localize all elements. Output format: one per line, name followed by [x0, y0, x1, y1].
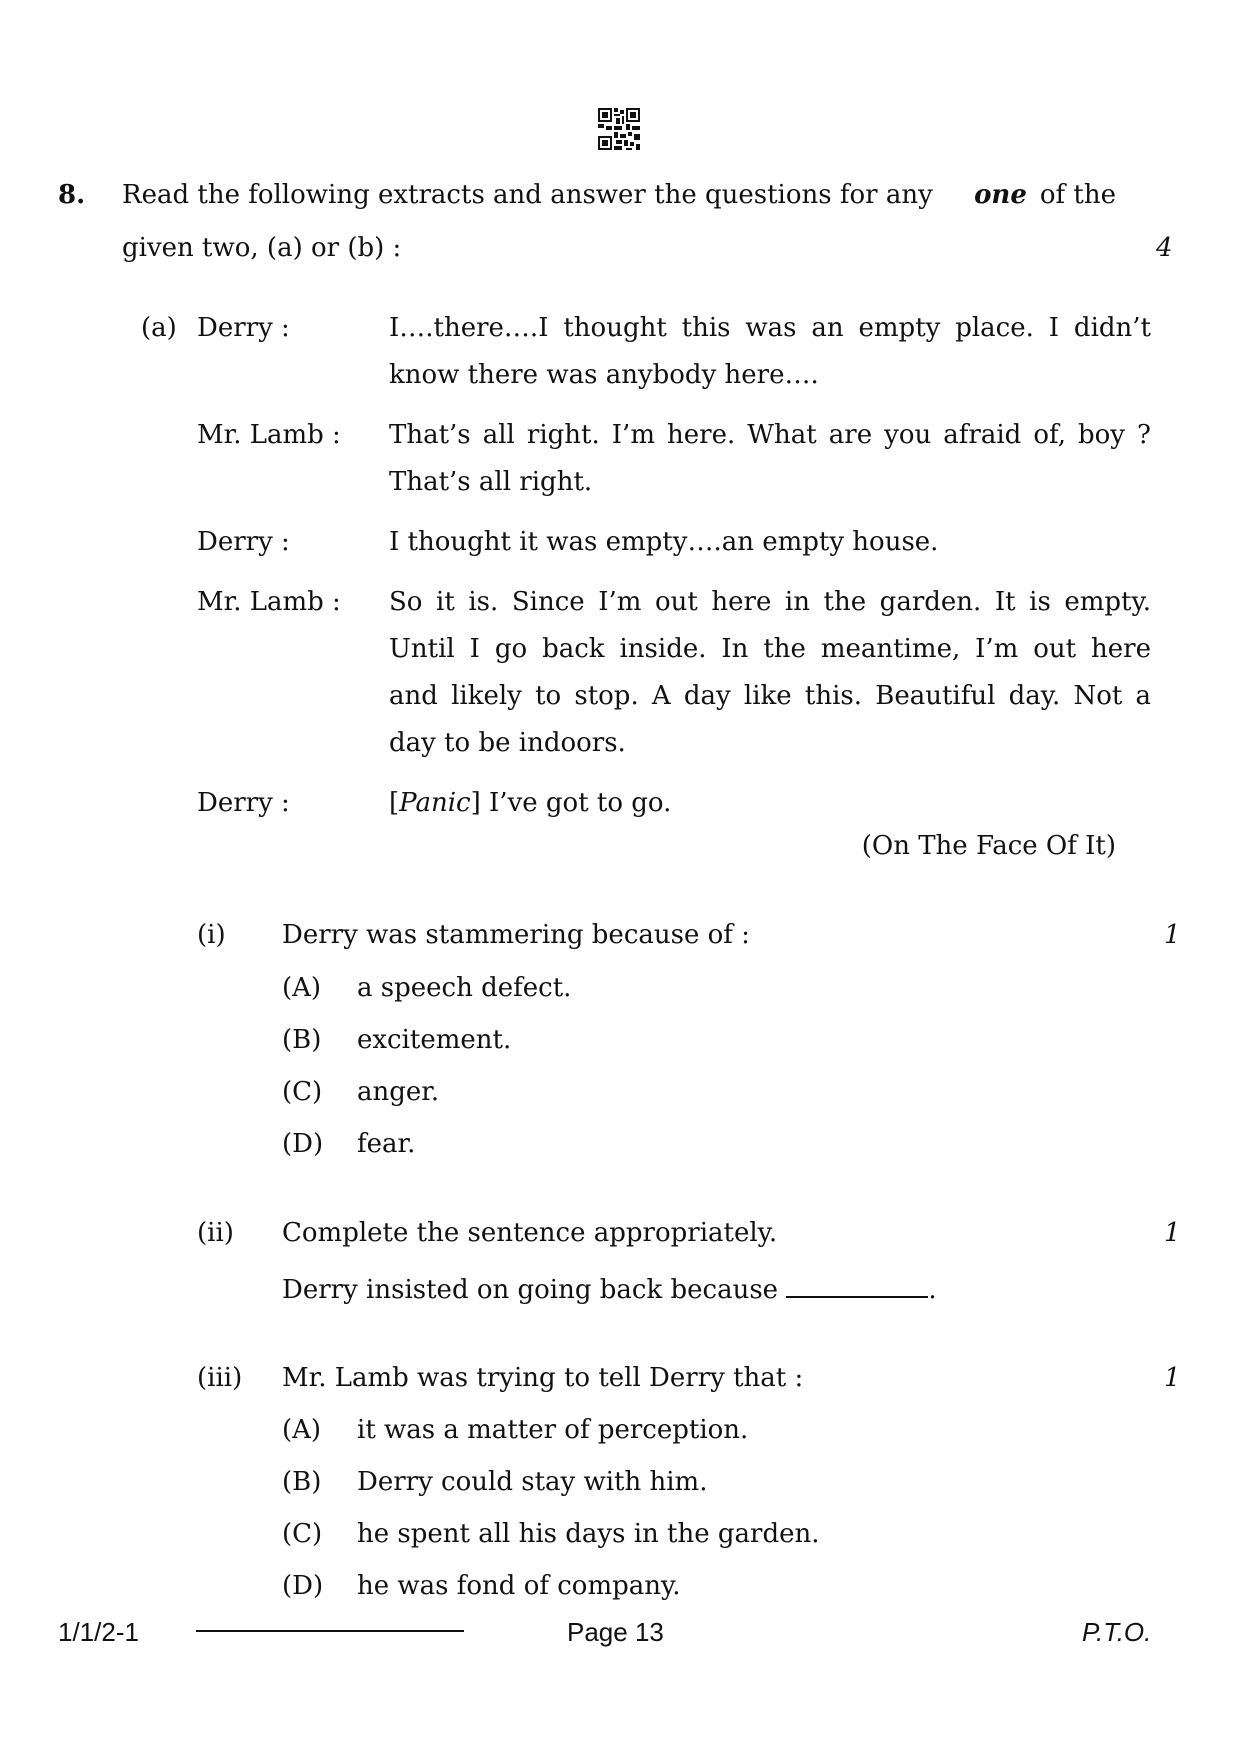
extract-source: (On The Face Of It) [861, 831, 1116, 861]
subq-2-prompt [282, 1274, 937, 1305]
dialogue-3-line-1: I thought it was empty….an empty house. [389, 527, 939, 557]
paper-code: 1/1/2-1 [58, 1617, 139, 1647]
stage-direction: Panic [399, 788, 471, 818]
qr-code-icon [598, 108, 640, 150]
subq-1-option-a-text: a speech defect. [357, 973, 572, 1003]
dialogue-4-line-2: Until I go back inside. In the meantime, I’m out here [389, 634, 1151, 664]
subq-3-option-c-letter: (C) [282, 1519, 323, 1549]
subq-3-option-d-letter: (D) [282, 1571, 324, 1601]
speaker-4: Mr. Lamb : [197, 587, 341, 617]
question-number: 8. [58, 180, 86, 210]
subq-3-number: (iii) [197, 1363, 243, 1393]
question-intro-line1 [122, 180, 1116, 210]
subq-3-option-b-letter: (B) [282, 1467, 322, 1497]
subq-1-option-b-letter: (B) [282, 1025, 322, 1055]
answer-blank [786, 1274, 928, 1298]
dialogue-1-line-2: know there was anybody here…. [389, 360, 819, 390]
subq-3-option-a-text: it was a matter of perception. [357, 1415, 749, 1445]
page-number: Page 13 [567, 1617, 664, 1647]
subq-1-option-c-text: anger. [357, 1077, 440, 1107]
subq-3-option-c-text: he spent all his days in the garden. [357, 1519, 820, 1549]
speaker-1: Derry : [197, 313, 290, 343]
question-marks: 4 [1156, 233, 1173, 263]
speaker-3: Derry : [197, 527, 290, 557]
intro-emphasis: one [974, 180, 1027, 210]
subq-2-prompt-end: . [928, 1275, 937, 1305]
speaker-2: Mr. Lamb : [197, 420, 341, 450]
subq-3-option-d-text: he was fond of company. [357, 1571, 681, 1601]
dialogue-5-line-1: [Panic] I’ve got to go. [389, 788, 672, 818]
intro-end: of the [1039, 180, 1116, 210]
dialogue-4-line-4: day to be indoors. [389, 728, 626, 758]
subq-1-text: Derry was stammering because of : [282, 920, 750, 950]
subq-3-text: Mr. Lamb was trying to tell Derry that : [282, 1363, 804, 1393]
subq-2-text: Complete the sentence appropriately. [282, 1218, 778, 1248]
subq-1-option-d-text: fear. [357, 1129, 416, 1159]
subq-1-marks: 1 [1164, 920, 1181, 950]
please-turn-over: P.T.O. [1082, 1617, 1152, 1647]
question-intro-line2: given two, (a) or (b) : [122, 233, 402, 263]
dialogue-4-line-1: So it is. Since I’m out here in the garden. It is empty. [389, 587, 1151, 617]
subq-1-option-c-letter: (C) [282, 1077, 323, 1107]
dialogue-1-line-1: I….there….I thought this was an empty place. I didn’t [389, 313, 1151, 343]
subq-3-option-b-text: Derry could stay with him. [357, 1467, 708, 1497]
subq-3-marks: 1 [1164, 1363, 1181, 1393]
subq-1-option-a-letter: (A) [282, 973, 322, 1003]
subq-3-option-a-letter: (A) [282, 1415, 322, 1445]
subq-1-option-b-text: excitement. [357, 1025, 512, 1055]
extract-label: (a) [141, 313, 177, 343]
intro-text: Read the following extracts and answer the questions for any [122, 180, 933, 210]
subq-2-prompt-text: Derry insisted on going back because [282, 1275, 779, 1305]
dialogue-2-line-2: That’s all right. [389, 467, 593, 497]
subq-1-number: (i) [197, 920, 226, 950]
subq-2-marks: 1 [1164, 1218, 1181, 1248]
dialogue-2-line-1: That’s all right. I’m here. What are you afraid of, boy ? [389, 420, 1151, 450]
subq-2-number: (ii) [197, 1218, 234, 1248]
dialogue-4-line-3: and likely to stop. A day like this. Beautiful day. Not a [389, 681, 1151, 711]
footer-divider [196, 1630, 464, 1632]
dialogue-5-text: I’ve got to go. [489, 788, 672, 818]
subq-1-option-d-letter: (D) [282, 1129, 324, 1159]
speaker-5: Derry : [197, 788, 290, 818]
